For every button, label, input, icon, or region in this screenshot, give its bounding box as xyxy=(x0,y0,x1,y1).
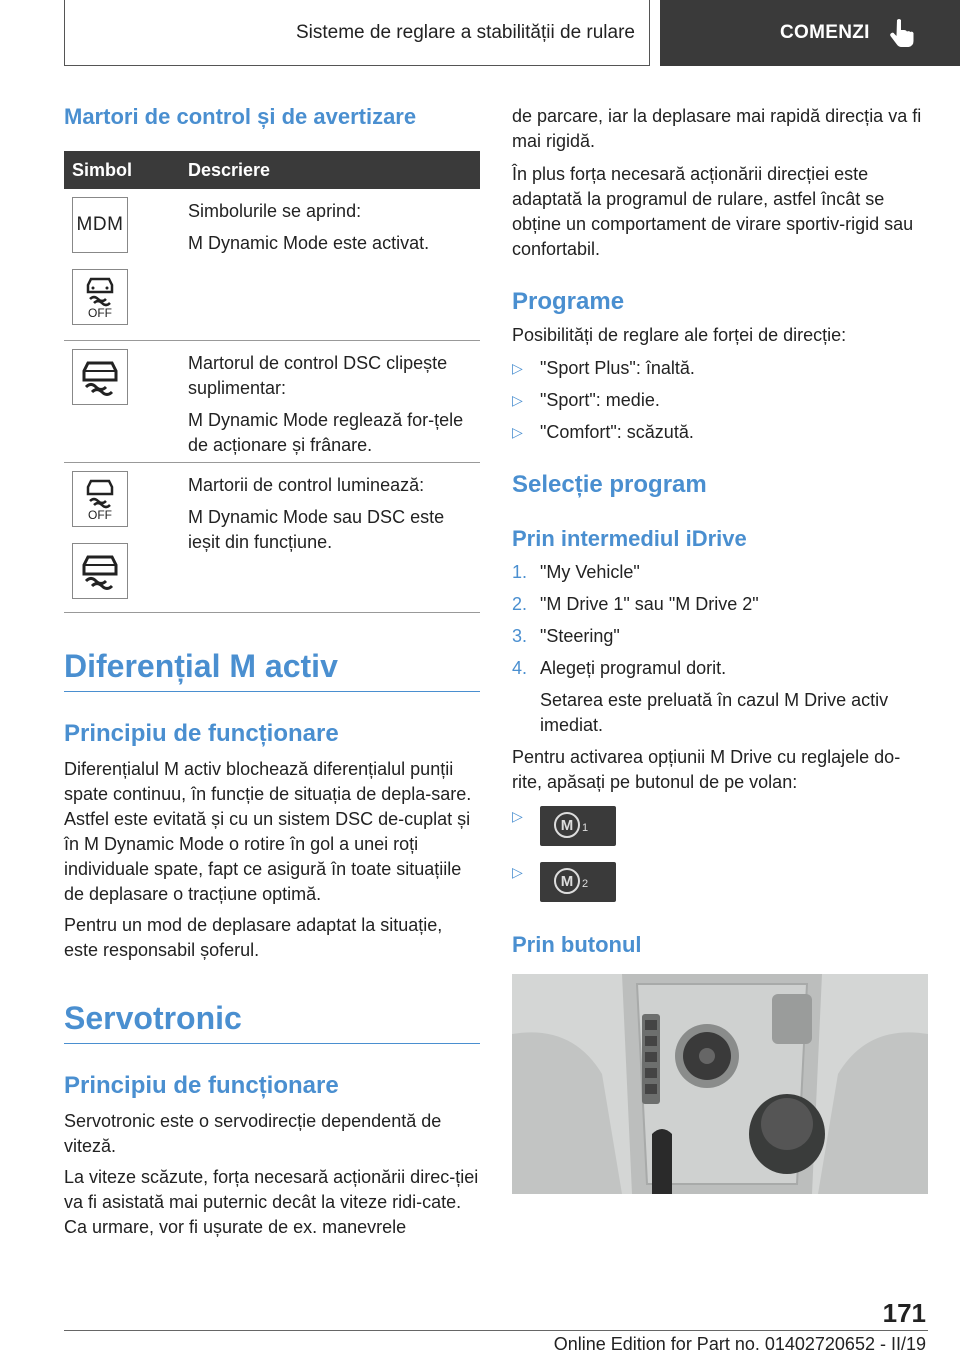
m1-button-icon: M 1 xyxy=(540,806,616,846)
programs-list xyxy=(512,356,928,452)
footer-rule xyxy=(64,1330,928,1331)
header-section xyxy=(64,0,650,66)
dsc-off-icon xyxy=(72,471,128,527)
dsc-car-icon xyxy=(72,349,128,405)
via-button-title: Prin butonul xyxy=(512,932,642,957)
center-console-illustration xyxy=(512,974,928,1194)
list-item: 1. "My Vehicle" xyxy=(512,562,640,582)
table-row xyxy=(64,341,480,463)
list-item: 3. "Steering" xyxy=(512,626,620,646)
list-item: ▷ "Comfort": scăzută. xyxy=(512,420,928,445)
row3-text1: Martorii de control luminează: xyxy=(188,475,425,495)
table-header xyxy=(64,151,480,189)
m2-button-icon: M 2 xyxy=(540,862,616,902)
table-header-symbol: Simbol xyxy=(72,159,133,180)
right-paragraph-1: de parcare, iar la deplasare mai rapidă direcția va fi mai rigidă. xyxy=(512,106,922,151)
programs-title: Programe xyxy=(512,288,625,315)
row2-text1: Martorul de control DSC clipește suplimentar: xyxy=(188,353,448,398)
right-paragraph-2: În plus forța necesară acționării direcției este adaptată la programul de rulare, astfel încât se obține un comportament de virare sportiv-rigid sau confortabil. xyxy=(512,164,914,259)
step4-note: Setarea este preluată în cazul M Drive activ imediat. xyxy=(540,690,889,735)
header-chapter-title: COMENZI xyxy=(780,22,870,43)
warning-lights-title: Martori de control și de avertizare xyxy=(64,104,417,129)
svg-text:OFF: OFF xyxy=(88,508,112,521)
mdrive-paragraph: Pentru activarea opțiunii M Drive cu reglajele do-rite, apăsați pe butonul de pe volan: xyxy=(512,747,901,792)
row2-text2: M Dynamic Mode reglează for-țele de acționare și frânare. xyxy=(188,410,464,455)
row1-text2: M Dynamic Mode este activat. xyxy=(188,233,430,253)
mdrive-button-1-item: ▷ M 1 xyxy=(512,806,588,846)
svg-text:OFF: OFF xyxy=(88,306,112,319)
diff-paragraph-2: Pentru un mod de deplasare adaptat la situație, este responsabil șoferul. xyxy=(64,915,443,960)
table-row xyxy=(64,189,480,341)
servotronic-title: Servotronic xyxy=(64,1000,480,1044)
mdm-icon: MDM xyxy=(72,197,128,253)
dsc-off-icon xyxy=(72,269,128,325)
table-row xyxy=(64,463,480,613)
table-header-description: Descriere xyxy=(188,159,271,180)
programs-intro: Posibilități de reglare ale forței de direcție: xyxy=(512,325,847,345)
diff-paragraph-1: Diferențialul M activ blochează diferențialul punții spate continuu, în funcție de situația de depla-sare. Astfel este evitată și cu un sistem DSC de-cuplat și în M Dynamic Mode o rotire în gol a unei roți individuale spate, fapt ce asigură în toate situațiile de deplasare o tracțiune optimă. xyxy=(64,759,472,904)
via-idrive-title: Prin intermediul iDrive xyxy=(512,526,747,551)
row1-text1: Simbolurile se aprind: xyxy=(188,201,362,221)
online-edition: Online Edition for Part no. 01402720652 - II/19 xyxy=(553,1334,926,1354)
steps-list xyxy=(512,560,928,688)
hand-pointer-icon xyxy=(888,18,916,48)
list-item: ▷ "Sport Plus": înaltă. xyxy=(512,356,928,381)
diff-principle-title: Principiu de funcționare xyxy=(64,720,339,747)
symbol-table xyxy=(64,151,480,613)
dsc-car-icon xyxy=(72,543,128,599)
header-section-title: Sisteme de reglare a stabilității de rulare xyxy=(295,21,635,43)
program-selection-title: Selecție program xyxy=(512,471,707,498)
servo-principle-title: Principiu de funcționare xyxy=(64,1072,339,1099)
list-item: 2. "M Drive 1" sau "M Drive 2" xyxy=(512,594,759,614)
header-chapter xyxy=(660,0,960,66)
list-item: 4. Alegeți programul dorit. xyxy=(512,658,727,678)
row3-text2: M Dynamic Mode sau DSC este ieșit din funcțiune. xyxy=(188,507,445,552)
servo-paragraph-1: Servotronic este o servodirecție dependentă de viteză. xyxy=(64,1111,442,1156)
mdrive-button-2-item: ▷ M 2 xyxy=(512,862,588,902)
servo-paragraph-2: La viteze scăzute, forța necesară acționării direc-ției va fi asistată mai puternic decât la viteze ridi-cate. Ca urmare, vor fi ușurate de ex. manevrele xyxy=(64,1167,479,1237)
page-number: 171 xyxy=(882,1298,926,1328)
list-item: ▷ "Sport": medie. xyxy=(512,388,928,413)
active-differential-title: Diferențial M activ xyxy=(64,648,480,692)
